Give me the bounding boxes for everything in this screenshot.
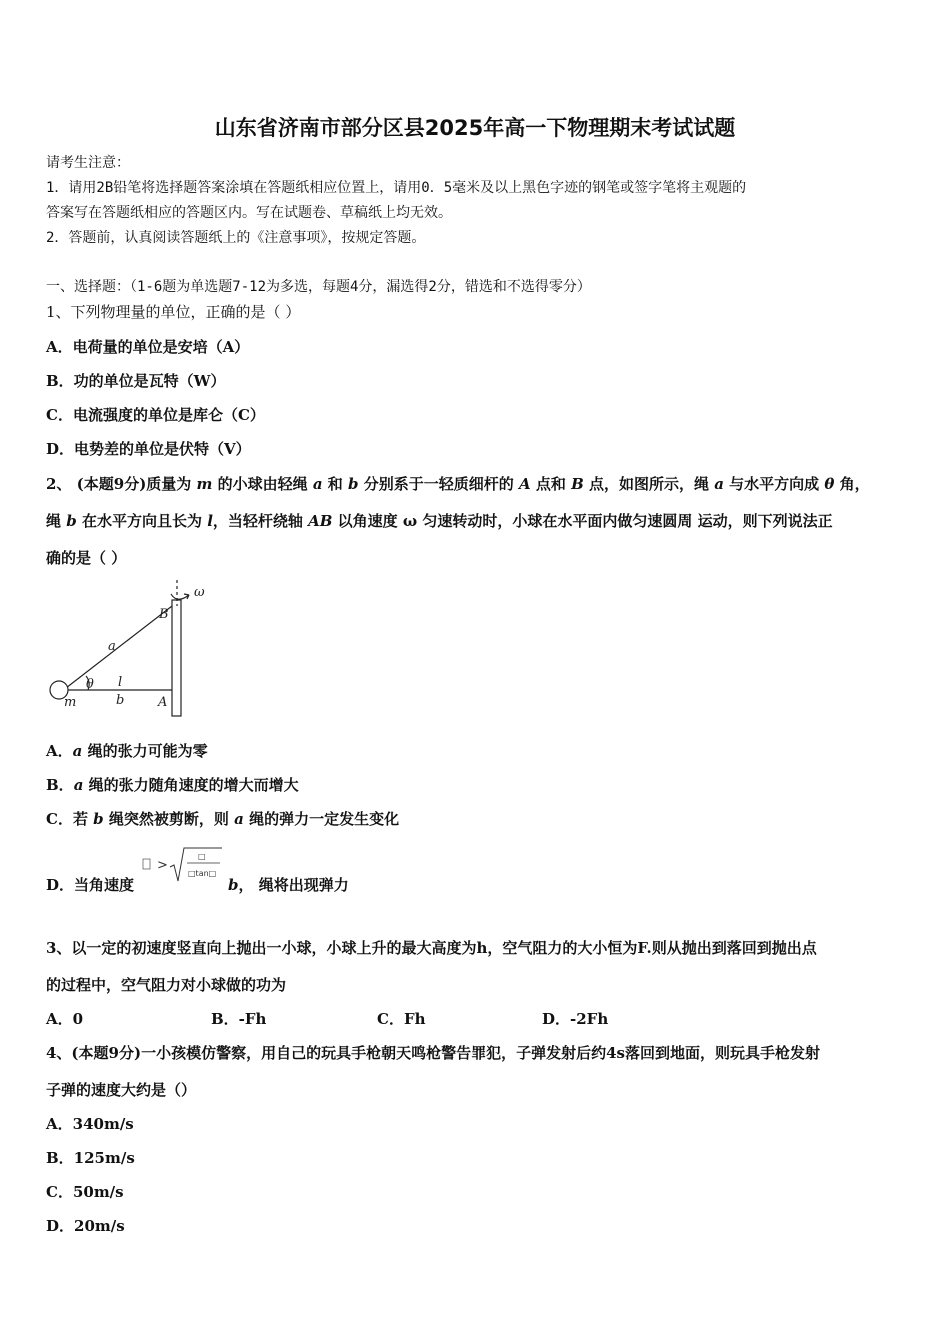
q2-option-a: A．a 绳的张力可能为零: [46, 742, 208, 760]
q1-option-a: A．电荷量的单位是安培（A）: [46, 338, 250, 356]
q2-option-c: C．若 b 绳突然被剪断，则 a 绳的弹力一定发生变化: [46, 810, 400, 828]
label-B: B: [159, 607, 169, 622]
q2-stem-line-1: 2、 (本题9分)质量为 m 的小球由轻绳 a 和 b 分别系于一轻质细杆的 A 点和 B 点，如图所示，绳 a 与水平方向成 θ 角，: [46, 475, 870, 493]
formula-gt: >: [157, 858, 168, 873]
q2-option-d-tail: b， 绳将出现弹力: [228, 876, 349, 894]
notice-heading: 请考生注意：: [46, 155, 130, 171]
q2-stem-line-2: 绳 b 在水平方向且长为 l，当轻杆绕轴 AB 以角速度 ω 匀速转动时，小球在水平面内做匀速圆周 运动，则下列说法正: [46, 512, 833, 530]
q3-option-b: B．-Fh: [211, 1010, 267, 1028]
q2-figure: [44, 576, 224, 730]
q2-stem-line-3: 确的是（ ）: [46, 549, 127, 567]
label-l: l: [118, 675, 123, 690]
q1-option-d: D．电势差的单位是伏特（V）: [46, 440, 251, 458]
label-A: A: [158, 695, 168, 710]
q2-option-b: B．a 绳的张力随角速度的增大而增大: [46, 776, 299, 794]
q4-option-d: D．20m/s: [46, 1217, 125, 1235]
rod: [172, 600, 181, 716]
q4-stem-line-2: 子弹的速度大约是（）: [46, 1081, 197, 1099]
q2-option-d: D．当角速度: [46, 876, 135, 894]
q3-option-d: D．-2Fh: [542, 1010, 609, 1028]
q1-stem: 1、下列物理量的单位，正确的是（ ）: [46, 303, 301, 321]
formula-numerator: □: [198, 852, 206, 861]
label-theta: θ: [86, 677, 94, 692]
notice-item-2: 2．答题前，认真阅读答题纸上的《注意事项》，按规定答题。: [46, 230, 426, 246]
label-m: m: [64, 695, 77, 710]
q3-option-a: A．0: [46, 1010, 84, 1028]
q1-option-b: B．功的单位是瓦特（W）: [46, 372, 226, 390]
q3-stem-line-2: 的过程中，空气阻力对小球做的功为: [46, 976, 287, 994]
formula-denominator: □tan□: [188, 869, 217, 878]
rod-ball-diagram: [44, 576, 224, 726]
q4-stem-line-1: 4、(本题9分)一小孩模仿警察，用自己的玩具手枪朝天鸣枪警告罪犯，子弹发射后约4s落回到地面，则玩具手枪发射: [46, 1044, 820, 1062]
label-omega: ω: [194, 585, 205, 600]
notice-item-1-line-1: 1．请用2B铅笔将选择题答案涂填在答题纸相应位置上，请用0．5毫米及以上黑色字迹的钢笔或签字笔将主观题的: [46, 180, 747, 196]
notice-item-1-line-2: 答案写在答题纸相应的答题区内。写在试题卷、草稿纸上均无效。: [46, 205, 452, 221]
page-title: 山东省济南市部分区县2025年高一下物理期末考试试题: [214, 116, 736, 140]
q4-option-b: B．125m/s: [46, 1149, 135, 1167]
label-a: a: [108, 639, 116, 654]
q4-option-a: A．340m/s: [46, 1115, 134, 1133]
label-b: b: [116, 693, 125, 708]
q1-option-c: C．电流强度的单位是库仑（C）: [46, 406, 265, 424]
section-heading: 一、选择题：（1-6题为单选题7-12为多选，每题4分，漏选得2分，错选和不选得零分）: [46, 279, 591, 295]
q4-option-c: C．50m/s: [46, 1183, 124, 1201]
q3-stem-line-1: 3、以一定的初速度竖直向上抛出一小球，小球上升的最大高度为h，空气阻力的大小恒为F.则从抛出到落回到抛出点: [46, 939, 817, 957]
q3-option-c: C．Fh: [377, 1010, 426, 1028]
q2-option-d-formula: [140, 845, 230, 889]
